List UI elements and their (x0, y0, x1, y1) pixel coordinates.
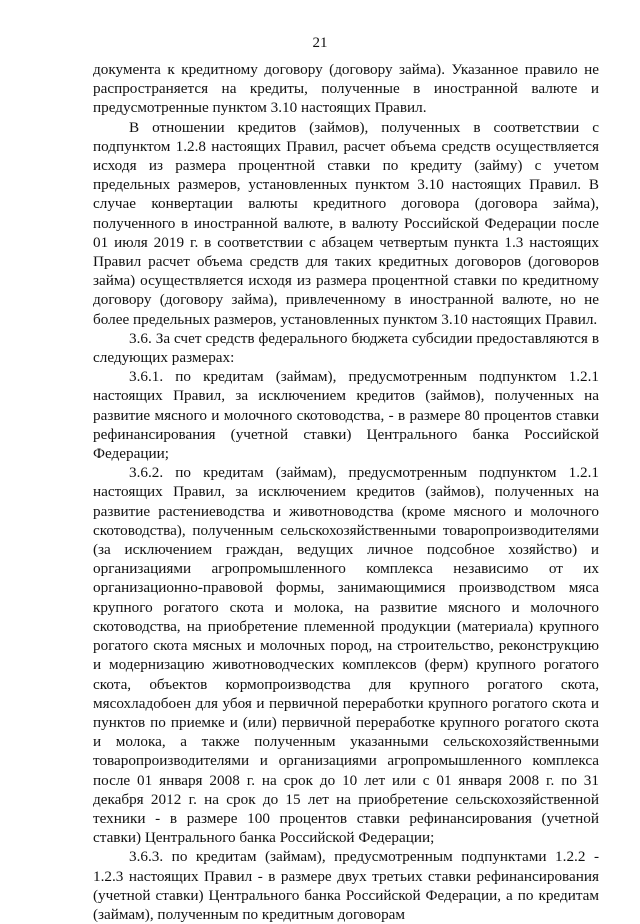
page-number: 21 (312, 35, 328, 51)
paragraph-3-6: 3.6. За счет средств федерального бюджета субсидии предоставляются в следующих размерах: (93, 329, 599, 367)
paragraph-3-6-2: 3.6.2. по кредитам (займам), предусмотренным подпунктом 1.2.1 настоящих Правил, за исключением кредитов (займов), полученных на развитие растениеводства и животноводства (кроме мясного и молочного скотоводства), полученным сельскохозяйственными товаропроизводителями (за исключением граждан, ведущих личное подсобное хозяйство) и организациями агропромышленного комплекса независимо от их организационно-правовой формы, занимающимися производством мяса крупного рогатого скота и молока, на развитие мясного и молочного скотоводства, на приобретение племенной продукции (материала) крупного рогатого скота мясных и молочных пород, на строительство, реконструкцию и модернизацию животноводческих комплексов (ферм) крупного рогатого скота, объектов кормопроизводства для крупного рогатого скота, мясохладобоен для убоя и первичной переработки крупного рогатого скота и пунктов по приемке и (или) первичной переработке крупного рогатого скота и молока, а также полученным указанными сельскохозяйственными товаропроизводителями и организациями агропромышленного комплекса после 01 января 2008 г. на срок до 10 лет или с 01 января 2008 г. по 31 декабря 2012 г. на срок до 15 лет на приобретение сельскохозяйственной техники - в размере 100 процентов ставки рефинансирования (учетной ставки) Центрального банка Российской Федерации; (93, 464, 599, 847)
paragraph-3-6-1: 3.6.1. по кредитам (займам), предусмотренным подпунктом 1.2.1 настоящих Правил, за исключением кредитов (займов), полученных на развитие мясного и молочного скотоводства, - в размере 80 процентов ставки рефинансирования (учетной ставки) Центрального банка Российской Федерации; (93, 368, 599, 463)
paragraph-continuation: документа к кредитному договору (договору займа). Указанное правило не распространяется на кредиты, полученные в иностранной валюте и предусмотренные пунктом 3.10 настоящих Правил. (93, 61, 599, 117)
paragraph-credits-1-2-8: В отношении кредитов (займов), полученных в соответствии с подпунктом 1.2.8 настоящих Правил, расчет объема средств осуществляется исходя из размера процентной ставки по кредиту (займу) с учетом предельных размеров, установленных пунктом 3.10 настоящих Правил. В случае конвертации валюты кредитного договора (договора займа), полученного в иностранной валюте, в валюту Российской Федерации после 01 июля 2019 г. в соответствии с абзацем четвертым пункта 1.3 настоящих Правил расчет объема средств для таких кредитных договоров (договоров займа) осуществляется исходя из размера процентной ставки по кредитному договору (договору займа), привлеченному в иностранной валюте, но не более предельных размеров, установленных пунктом 3.10 настоящих Правил. (93, 118, 599, 328)
paragraph-3-6-3: 3.6.3. по кредитам (займам), предусмотренным подпунктами 1.2.2 - 1.2.3 настоящих Правил - в размере двух третьих ставки рефинансирования (учетной ставки) Центрального банка Российской Федерации, а по кредитам (займам), полученным по кредитным договорам (93, 848, 599, 923)
document-body (93, 60, 599, 924)
